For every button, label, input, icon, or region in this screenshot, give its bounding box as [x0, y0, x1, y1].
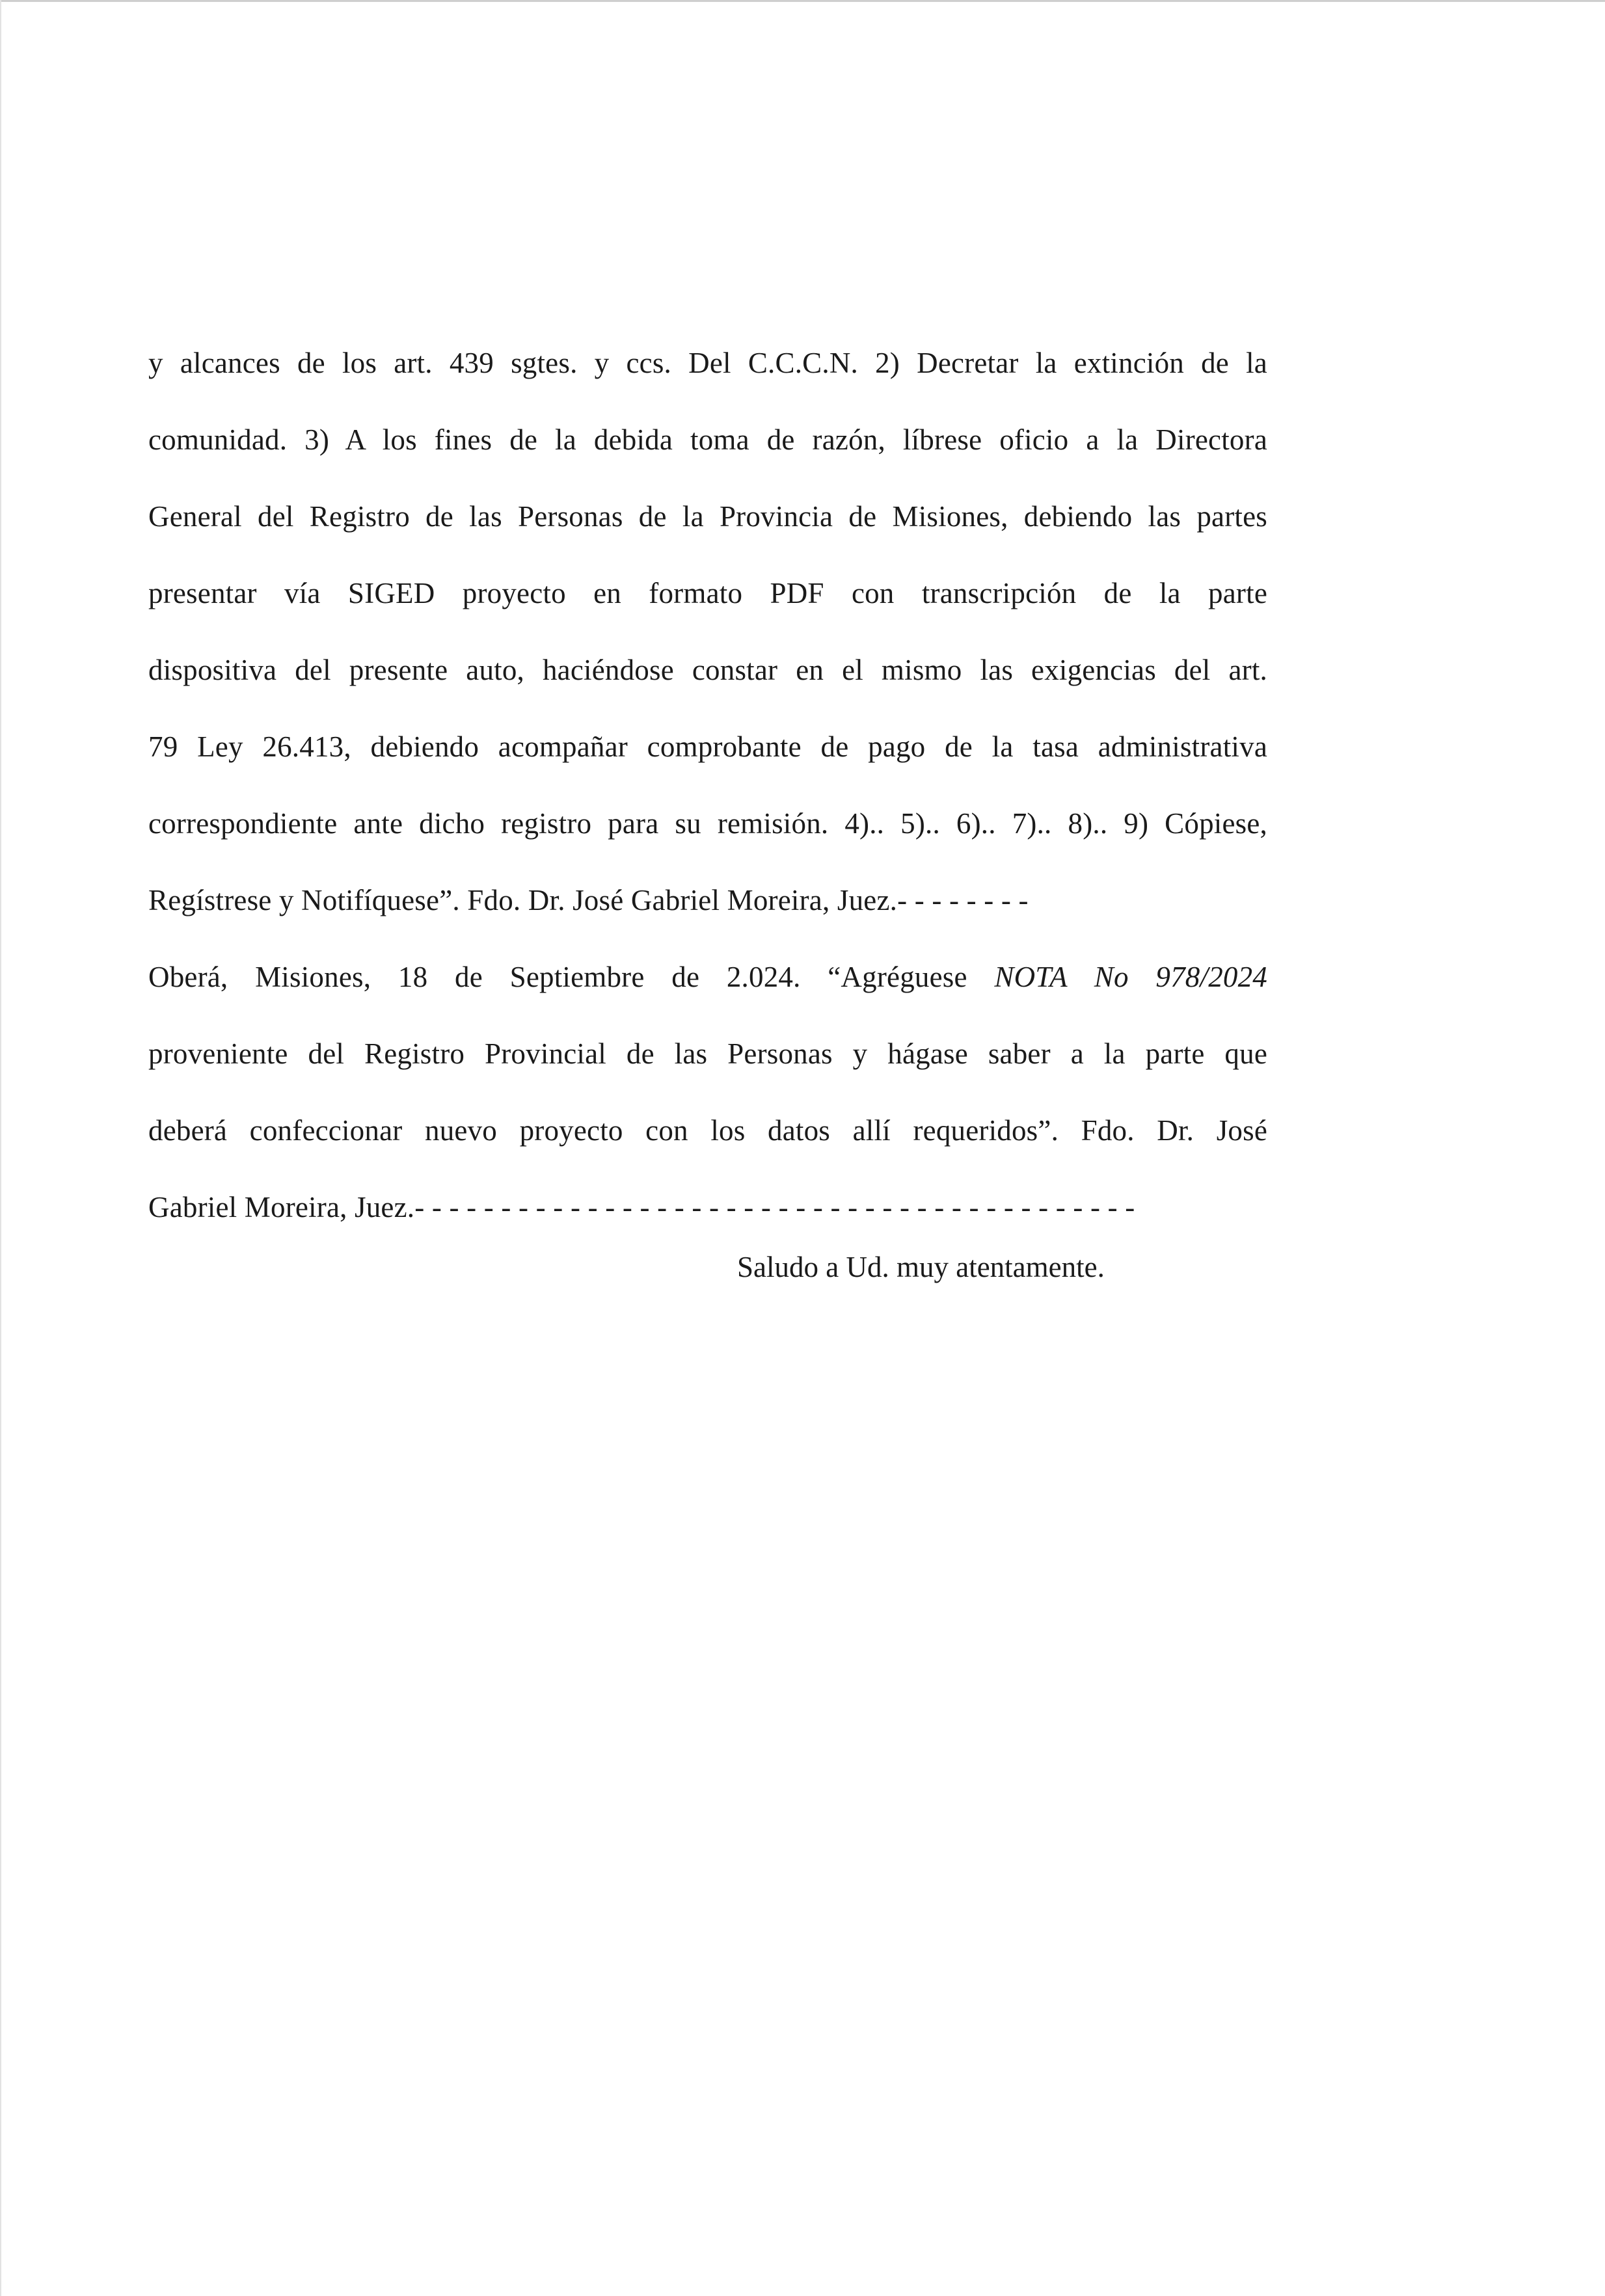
paragraph-2-signature-line: Gabriel Moreira, Juez.- - - - - - - - - - - - - - - - - - - - - - - - - - - - - - - - - - - - - - - - - -: [148, 1191, 1135, 1223]
paragraph-1-line-2: comunidad. 3) A los fines de la debida toma de razón, líbrese oficio a la Directora: [148, 423, 1267, 456]
paragraph-1-line-6: 79 Ley 26.413, debiendo acompañar comprobante de pago de la tasa administrativa: [148, 730, 1267, 763]
paragraph-1-line-7: correspondiente ante dicho registro para su remisión. 4).. 5).. 6).. 7).. 8).. 9) Cópiese,: [148, 807, 1267, 840]
paragraph-1-line-4: presentar vía SIGED proyecto en formato PDF con transcripción de la parte: [148, 577, 1267, 609]
paragraph-1-line-3: General del Registro de las Personas de la Provincia de Misiones, debiendo las partes: [148, 500, 1267, 533]
paragraph-1-signature-line: Regístrese y Notifíquese”. Fdo. Dr. José Gabriel Moreira, Juez.- - - - - - - -: [148, 884, 1029, 916]
paragraph-2-line-2: proveniente del Registro Provincial de las Personas y hágase saber a la parte que: [148, 1037, 1267, 1070]
document-body: [148, 343, 1267, 1264]
scan-left-border: [0, 0, 1, 2296]
paragraph-1-line-1: y alcances de los art. 439 sgtes. y ccs. Del C.C.C.N. 2) Decretar la extinción de la: [148, 347, 1267, 379]
scan-top-border: [0, 0, 1605, 2]
paragraph-1-line-5: dispositiva del presente auto, haciéndose constar en el mismo las exigencias del art.: [148, 654, 1267, 686]
paragraph-2-line-1: [148, 957, 1267, 996]
closing-salutation: Saludo a Ud. muy atentamente.: [737, 1251, 1105, 1283]
paragraph-2-line-1-text: Oberá, Misiones, 18 de Septiembre de 2.024. “Agréguese: [148, 961, 995, 993]
paragraph-2-line-3: deberá confeccionar nuevo proyecto con los datos allí requeridos”. Fdo. Dr. José: [148, 1114, 1267, 1147]
nota-reference: NOTA No 978/2024: [994, 961, 1268, 993]
